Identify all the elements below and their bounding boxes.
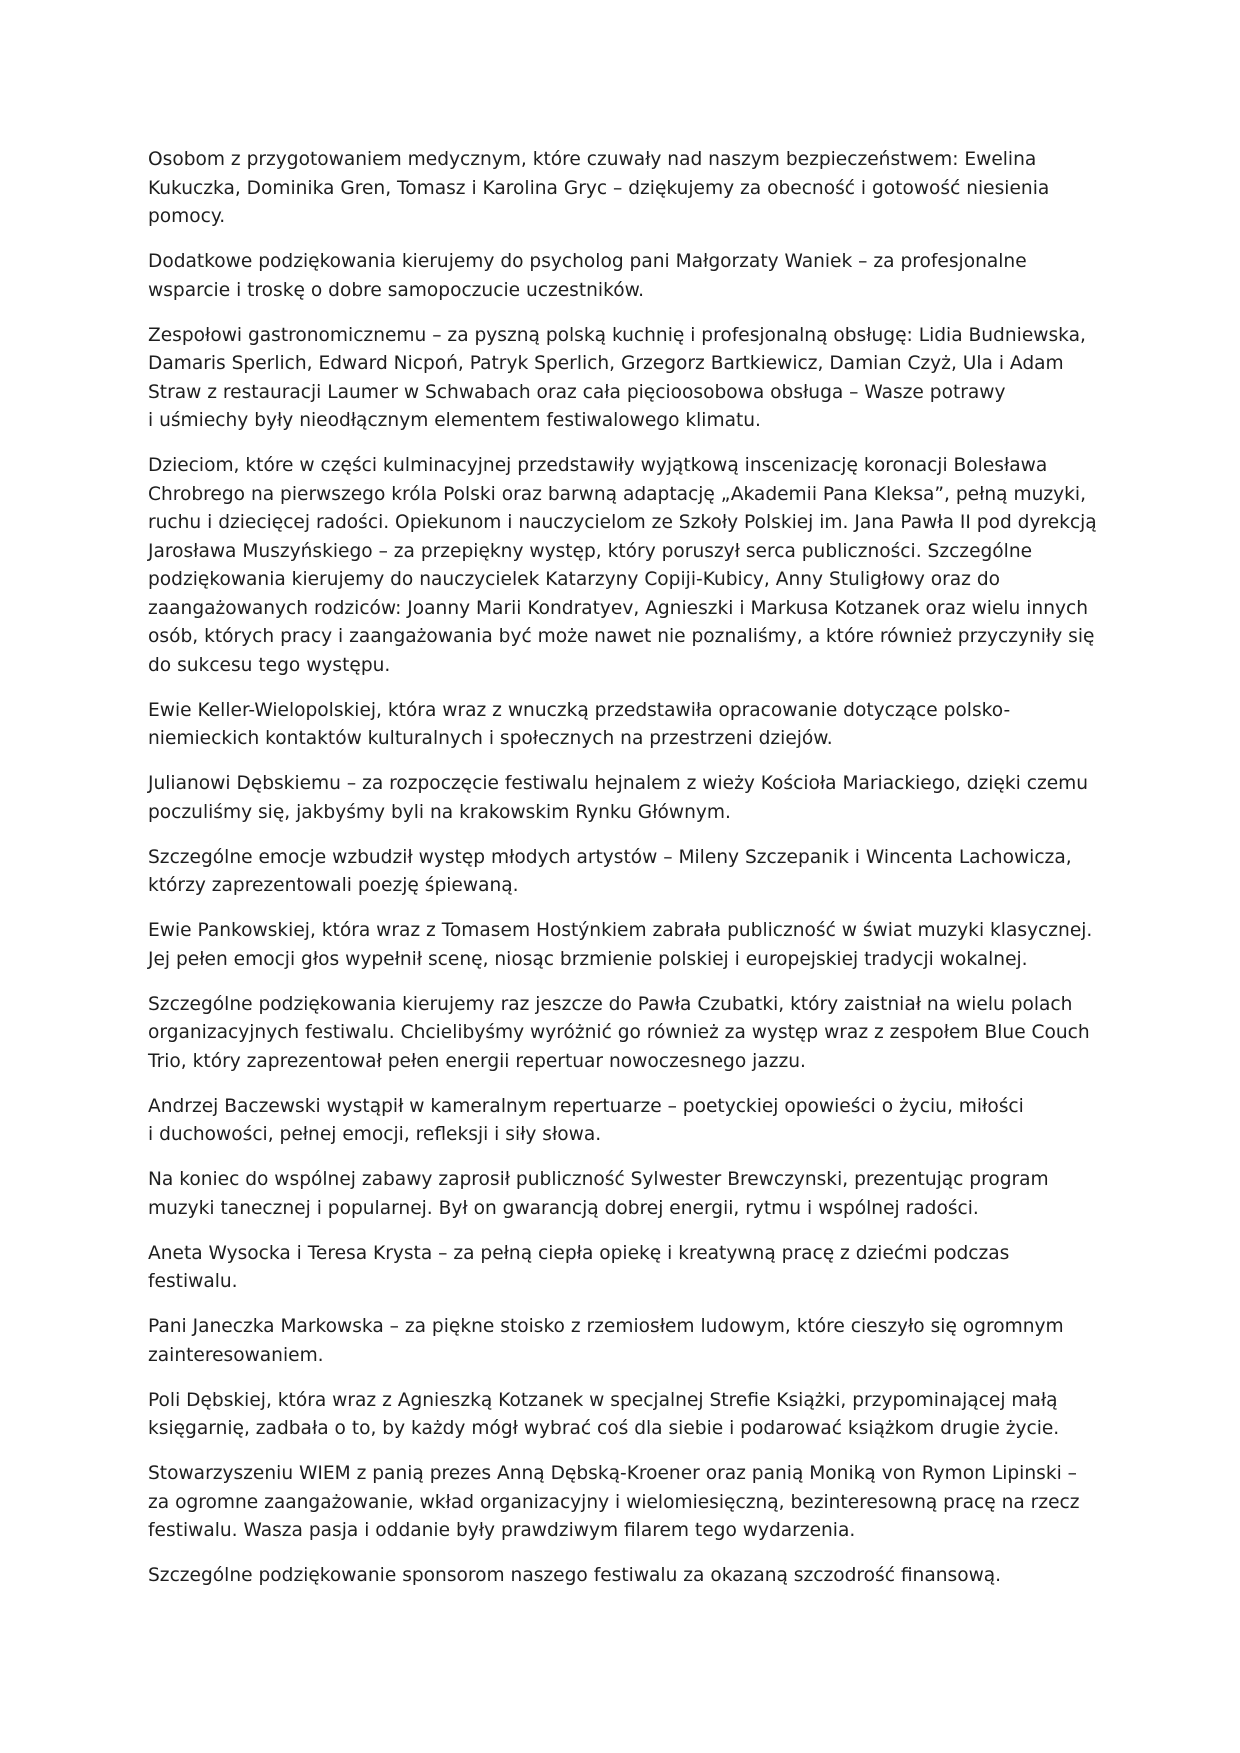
paragraph-pawel-czubatka: Szczególne podziękowania kierujemy raz jeszcze do Pawła Czubatki, który zaistniał na wielu polach organizacyjnych festiwalu. Chcielibyśmy wyróżnić go również za występ wraz z zespołem Blue Couch Trio, który zaprezentował pełen energii repertuar nowoczesnego jazzu. [148,993,1090,1072]
paragraph-medical-staff: Osobom z przygotowaniem medycznym, które czuwały nad naszym bezpieczeństwem: Ewelina Kukuczka, Dominika Gren, Tomasz i Karolina Gryc – dziękujemy za obecność i gotowość niesienia pomocy. [148,149,1050,227]
paragraph-wiem-association: Stowarzyszeniu WIEM z panią prezes Anną Dębską-Kroener oraz panią Moniką von Rymon Lipinski – za ogromne zaangażowanie, wkład organizacyjny i wielomiesięczną, bezinteresowną pracę na rzecz festiwalu. Wasza pasja i oddanie były prawdziwym filarem tego wydarzenia. [148,1463,1080,1541]
paragraph-ewa-pankowska: Ewie Pankowskiej, która wraz z Tomasem Hostýnkiem zabrała publiczność w świat muzyki klasycznej. Jej pełen emocji głos wypełnił scenę, niosąc brzmienie polskiej i europejskiej tradycji wokalnej. [148,920,1093,970]
paragraph-childcare: Aneta Wysocka i Teresa Krysta – za pełną ciepła opiekę i kreatywną pracę z dziećmi podczas festiwalu. [148,1242,1010,1292]
paragraph-sponsors: Szczególne podziękowanie sponsorom naszego festiwalu za okazaną szczodrość finansową. [148,1565,1002,1586]
paragraph-keller-wielopolska: Ewie Keller-Wielopolskiej, która wraz z wnuczką przedstawiła opracowanie dotyczące polsko- niemieckich kontaktów kulturalnych i społecznych na przestrzeni dziejów. [148,699,1011,749]
paragraph-children-performance: Dzieciom, które w części kulminacyjnej przedstawiły wyjątkową inscenizację koronacji Bolesława Chrobrego na pierwszego króla Polski oraz barwną adaptację „Akademii Pana Kleksa”, pełną muzyki, ruchu i dziecięcej radości. Opiekunom i nauczycielom ze Szkoły Polskiej im. Jana Pawła II pod dyrekcją Jarosława Muszyńskiego – za przepiękny występ, który poruszył serca publiczności. Szczególne podziękowania kierujemy do nauczycielek Katarzyny Copiji-Kubicy, Anny Stuligłowy oraz do zaangażowanych rodziców: Joanny Marii Kondratyev, Agnieszki i Markusa Kotzanek oraz wielu innych osób, których pracy i zaangażowania być może nawet nie poznaliśmy, a które również przyczyniły się do sukcesu tego występu. [148,455,1097,676]
paragraph-psychologist: Dodatkowe podziękowania kierujemy do psycholog pani Małgorzaty Waniek – za profesjonalne wsparcie i troskę o dobre samopoczucie uczestników. [148,251,1027,301]
paragraph-gastronomy-team: Zespołowi gastronomicznemu – za pyszną polską kuchnię i profesjonalną obsługę: Lidia Budniewska, Damaris Sperlich, Edward Nicpoń, Patryk Sperlich, Grzegorz Bartkiewicz, Damian Czyż, Ula i Adam Straw z restauracji Laumer w Schwabach oraz cała pięcioosobowa obsługa – Wasze potrawy i uśmiechy były nieodłącznym elementem festiwalowego klimatu. [148,324,1086,431]
paragraph-young-artists: Szczególne emocje wzbudził występ młodych artystów – Mileny Szczepanik i Wincenta Lachowicza, którzy zaprezentowali poezję śpiewaną. [148,846,1072,896]
paragraph-sylwester-brewczynski: Na koniec do wspólnej zabawy zaprosił publiczność Sylwester Brewczynski, prezentując program muzyki tanecznej i popularnej. Był on gwarancją dobrej energii, rytmu i wspólnej radości. [148,1169,1049,1219]
paragraph-andrzej-baczewski: Andrzej Baczewski wystąpił w kameralnym repertuarze – poetyckiej opowieści o życiu, miłości i duchowości, pełnej emocji, refleksji i siły słowa. [148,1095,1024,1145]
paragraph-julian-debski: Julianowi Dębskiemu – za rozpoczęcie festiwalu hejnalem z wieży Kościoła Mariackiego, dzięki czemu poczuliśmy się, jakbyśmy byli na krakowskim Rynku Głównym. [148,773,1089,823]
paragraph-folk-craft: Pani Janeczka Markowska – za piękne stoisko z rzemiosłem ludowym, które cieszyło się ogromnym zainteresowaniem. [148,1316,1064,1366]
paragraph-book-zone: Poli Dębskiej, która wraz z Agnieszką Kotzanek w specjalnej Strefie Książki, przypominającej małą księgarnię, zadbała o to, by każdy mógł wybrać coś dla siebie i podarować książkom drugie życie. [148,1389,1060,1439]
document-body [148,146,1098,1607]
